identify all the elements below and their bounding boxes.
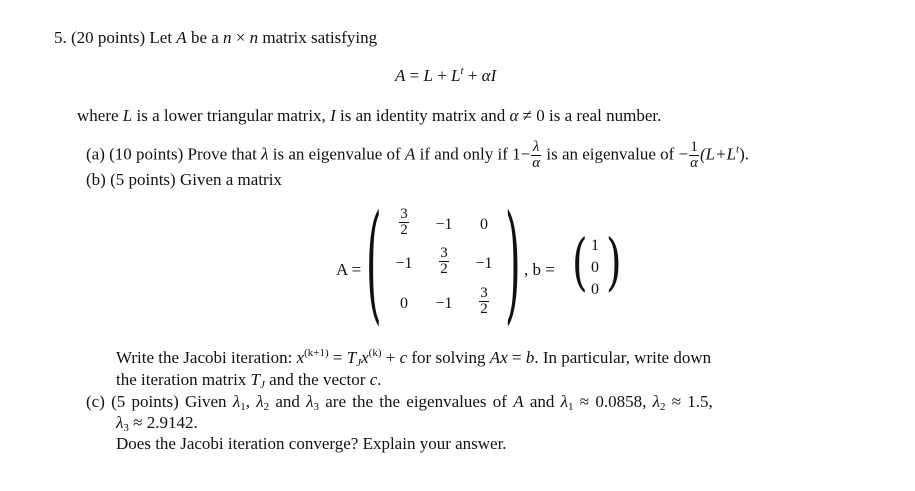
vector-b-entry: 0 bbox=[591, 281, 599, 298]
jacobi-instruction: Write the Jacobi iteration: $x^{(k+1)} = T_Jx^{(k)} + c$ for solving Ax = b. In particular, write down bbox=[116, 347, 712, 369]
part-c: (c) (5 points) Given $\lambda_1$, $\lambda_2$ and $\lambda_3$ are the the eigenvalues of A and $\lambda_1 \approx 0.0858$, $\lambda_2 \approx 1.5$, bbox=[86, 392, 713, 413]
part-c-question: Does the Jacobi iteration converge? Explain your answer. bbox=[116, 434, 507, 453]
matrix-fraction: $\frac{3}{2}$ bbox=[480, 285, 488, 317]
matrix-a-label: A = bbox=[336, 260, 362, 279]
matrix-a-entry bbox=[424, 246, 464, 277]
where-clause: where L is a lower triangular matrix, I is an identity matrix and α ≠ 0 is a real number. bbox=[77, 106, 662, 125]
lambda-over-alpha-fraction: $\frac{\lambda}{\alpha}$ bbox=[532, 139, 541, 171]
part-a: (a) (10 points) Prove that λ is an eigenvalue of A if and only if 1− $\frac{\lambda}{\alpha}$ is an eigenvalue of − $\frac{1}{\alpha}$ $(L+L^t)$. bbox=[86, 139, 750, 171]
matrix-a-entry: 0 bbox=[400, 295, 408, 312]
part-c-lambda3: $\lambda_3 \approx 2.9142$. bbox=[116, 413, 198, 434]
matrix-a-entry: −1 bbox=[475, 255, 493, 272]
vector-right-paren: ) bbox=[606, 227, 622, 299]
main-equation: $A = L + L^t + \alpha I$ bbox=[395, 65, 497, 85]
matrix-fraction: $\frac{3}{2}$ bbox=[440, 245, 448, 277]
matrix-a-entry bbox=[464, 286, 504, 317]
matrix-a-entry: −1 bbox=[395, 255, 413, 272]
matrix-fraction: $\frac{3}{2}$ bbox=[400, 206, 408, 238]
part-b-heading: (b) (5 points) Given a matrix bbox=[86, 170, 282, 189]
jacobi-instruction-line2: the iteration matrix $T_J$ and the vector c. bbox=[116, 370, 382, 391]
vector-b-entry: 1 bbox=[591, 237, 599, 254]
vector-b-label: , b = bbox=[524, 260, 555, 279]
problem-header: 5. (20 points) Let A be a n × n matrix satisfying bbox=[54, 28, 378, 47]
matrix-left-paren: ( bbox=[366, 191, 382, 339]
matrix-a-entry: −1 bbox=[435, 216, 453, 233]
matrix-right-paren: ) bbox=[505, 191, 521, 339]
vector-left-paren: ( bbox=[572, 227, 588, 299]
matrix-a-entry: −1 bbox=[435, 295, 453, 312]
vector-b-entry: 0 bbox=[591, 259, 599, 276]
matrix-a-entry bbox=[384, 207, 424, 238]
one-over-alpha-fraction: $\frac{1}{\alpha}$ bbox=[690, 139, 698, 171]
matrix-a-entry: 0 bbox=[480, 216, 488, 233]
